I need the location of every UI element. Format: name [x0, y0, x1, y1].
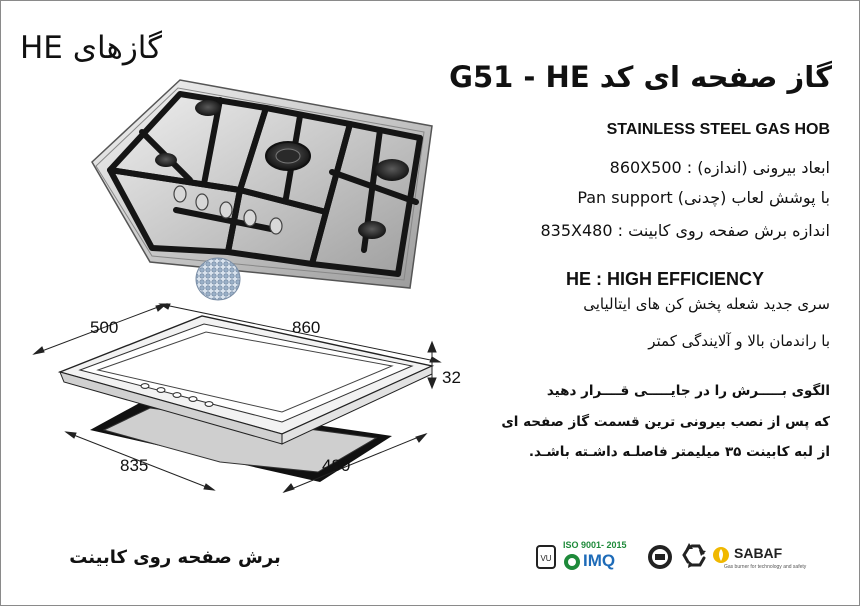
enamel-texture-swatch [193, 255, 243, 303]
recycle-icon [680, 540, 708, 574]
high-efficiency-heading: HE : HIGH EFFICIENCY [565, 269, 764, 289]
cut-depth-dimension: 480 [322, 456, 351, 475]
spec-cutout-size: 835X480 : اندازه برش صفحه روی کابینت [540, 221, 830, 240]
spec-heading: STAINLESS STEEL GAS HOB [606, 121, 830, 138]
iso-label: ISO 9001- 2015 [563, 540, 627, 550]
spec-pan-support: Pan support (چدنی) با پوشش لعاب [577, 188, 830, 207]
installation-note-line: از لبه کابینت ۳۵ میلیمتر فاصلـه داشـته باشـد. [528, 444, 830, 460]
cutout-caption: برش صفحه روی کابینت [69, 547, 281, 568]
height-dimension: 32 [442, 368, 461, 387]
installation-note-line: الگوی بـــــرش را در جایـــــی قــــرار دهید [546, 383, 830, 399]
model-title: گاز صفحه ای کد G51 - HE [449, 60, 832, 94]
svg-text:VU: VU [540, 554, 552, 563]
series-title: گازهای HE [20, 30, 162, 66]
sabaf-icon [712, 540, 807, 574]
gas-hob-photo [80, 52, 440, 300]
width-dimension: 860 [292, 318, 321, 337]
sabaf-tagline: Gas burner for technology and safety [724, 564, 807, 570]
imq-icon [563, 540, 639, 574]
depth-dimension: 500 [90, 318, 119, 337]
installation-diagram [20, 300, 460, 500]
tnet-icon [646, 540, 674, 574]
high-efficiency-line: با راندمان بالا و آلایندگی کمتر [648, 332, 830, 350]
vu-mark-icon [535, 540, 557, 574]
spec-outer-dimensions: 860X500 : ابعاد بیرونی (اندازه) [609, 158, 830, 177]
sabaf-label: SABAF [734, 545, 783, 561]
installation-note-line: که پس از نصب بیرونی ترین قسمت گاز صفحه ای [501, 414, 830, 430]
imq-label: IMQ [583, 551, 616, 570]
high-efficiency-line: سری جدید شعله پخش کن های ایتالیایی [583, 295, 830, 313]
cut-width-dimension: 835 [120, 456, 149, 475]
